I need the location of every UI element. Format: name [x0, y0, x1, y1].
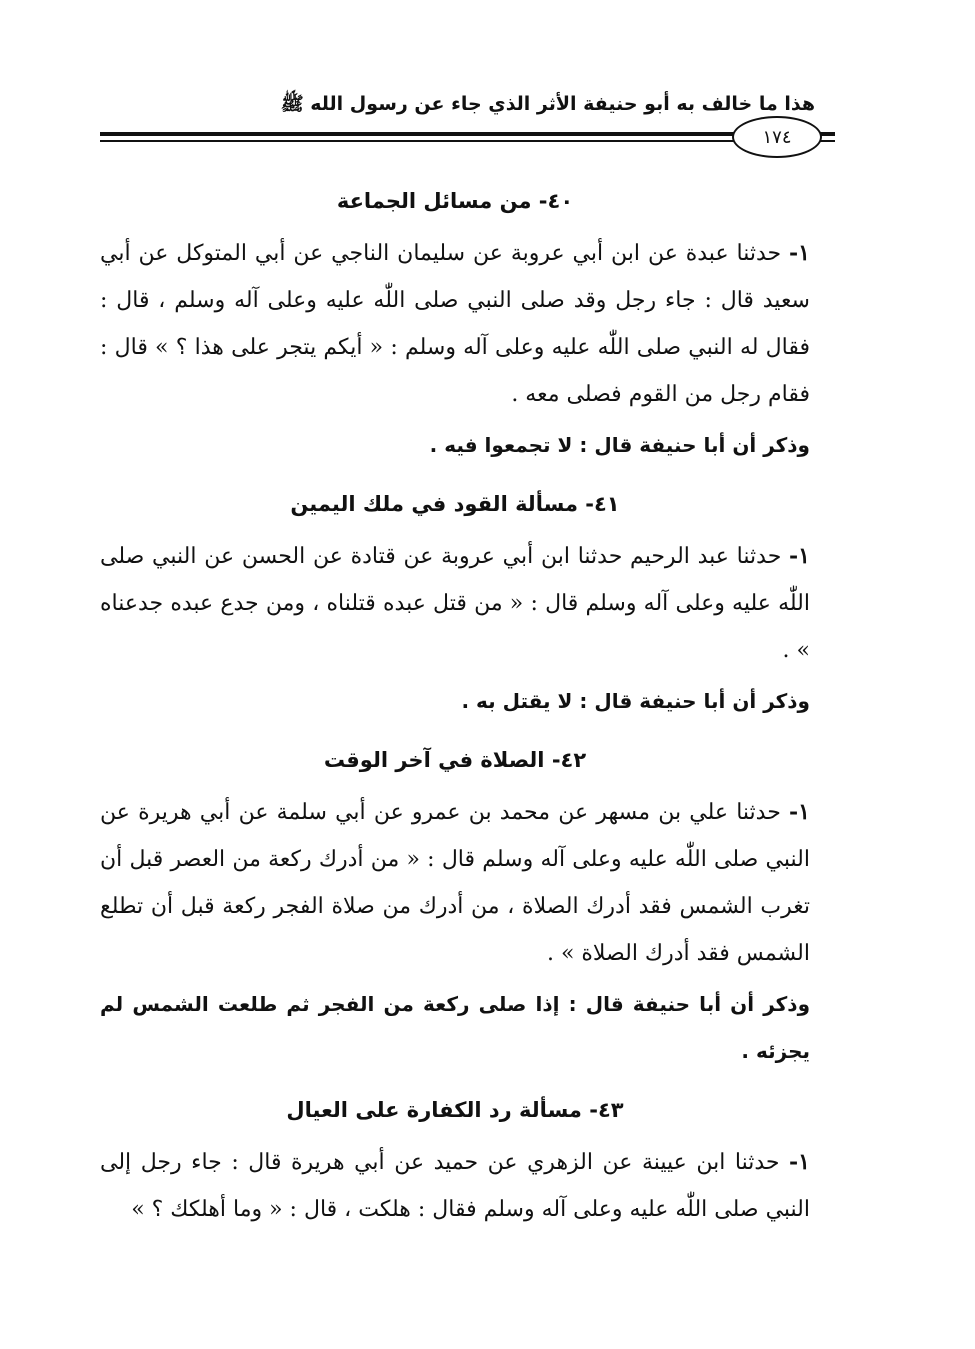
section — [100, 481, 810, 725]
hadith-number: ١- — [789, 1149, 810, 1175]
hadith-paragraph — [100, 789, 810, 977]
page-body — [100, 178, 810, 1233]
hadith-number: ١- — [789, 240, 810, 266]
running-header: هذا ما خالف به أبو حنيفة الأثر الذي جاء عن رسول الله ﷺ — [280, 93, 815, 115]
ruling-paragraph: وذكر أن أبا حنيفة قال : لا يقتل به . — [461, 689, 810, 713]
hadith-paragraph — [100, 533, 810, 674]
hadith-text: حدثنا علي بن مسهر عن محمد بن عمرو عن أبي سلمة عن أبي هريرة عن النبي صلى اللّٰه عليه وعلى آله وسلم قال : « من أدرك ركعة من العصر قبل أن تغرب الشمس فقد أدرك الصلاة ، من أدرك من صلاة الفجر ركعة قبل أن تطلع الشمس فقد أدرك الصلاة » . — [100, 800, 810, 966]
hadith-number: ١- — [789, 799, 810, 825]
section-heading: ٤٣- مسألة رد الكفارة على العيال — [286, 1098, 624, 1122]
section — [100, 1087, 810, 1233]
section-heading: ٤٠- من مسائل الجماعة — [336, 189, 574, 213]
page-number: ١٧٤ — [732, 116, 822, 158]
ruling-paragraph: وذكر أن أبا حنيفة قال : إذا صلى ركعة من الفجر ثم طلعت الشمس لم يجزئه . — [100, 992, 810, 1063]
section — [100, 178, 810, 469]
header-rule-thin — [100, 140, 835, 142]
header-rule-thick — [100, 132, 835, 136]
section — [100, 737, 810, 1075]
hadith-paragraph — [100, 230, 810, 418]
section-heading: ٤٢- الصلاة في آخر الوقت — [323, 748, 587, 772]
hadith-paragraph — [100, 1139, 810, 1233]
hadith-text: حدثنا عبدة عن ابن أبي عروبة عن سليمان الناجي عن أبي المتوكل عن أبي سعيد قال : جاء رجل وقد صلى النبي صلى اللّٰه عليه وعلى آله وسلم ، قال : فقال له النبي صلى اللّٰه عليه وعلى آله وسلم : « أيكم يتجر على هذا ؟ » قال : فقام رجل من القوم فصلى معه . — [100, 241, 810, 407]
hadith-text: حدثنا عبد الرحيم حدثنا ابن أبي عروبة عن قتادة عن الحسن عن النبي صلى اللّٰه عليه وعلى آله وسلم قال : « من قتل عبده قتلناه ، ومن جدع عبده جدعناه » . — [100, 544, 810, 663]
ruling-paragraph: وذكر أن أبا حنيفة قال : لا تجمعوا فيه . — [429, 433, 810, 457]
hadith-text: حدثنا ابن عيينة عن الزهري عن حميد عن أبي هريرة قال : جاء رجل إلى النبي صلى اللّٰه عليه وعلى آله وسلم فقال : هلكت ، قال : « وما أهلكك ؟ » — [100, 1150, 810, 1222]
hadith-number: ١- — [789, 543, 810, 569]
section-heading: ٤١- مسألة القود في ملك اليمين — [290, 492, 620, 516]
